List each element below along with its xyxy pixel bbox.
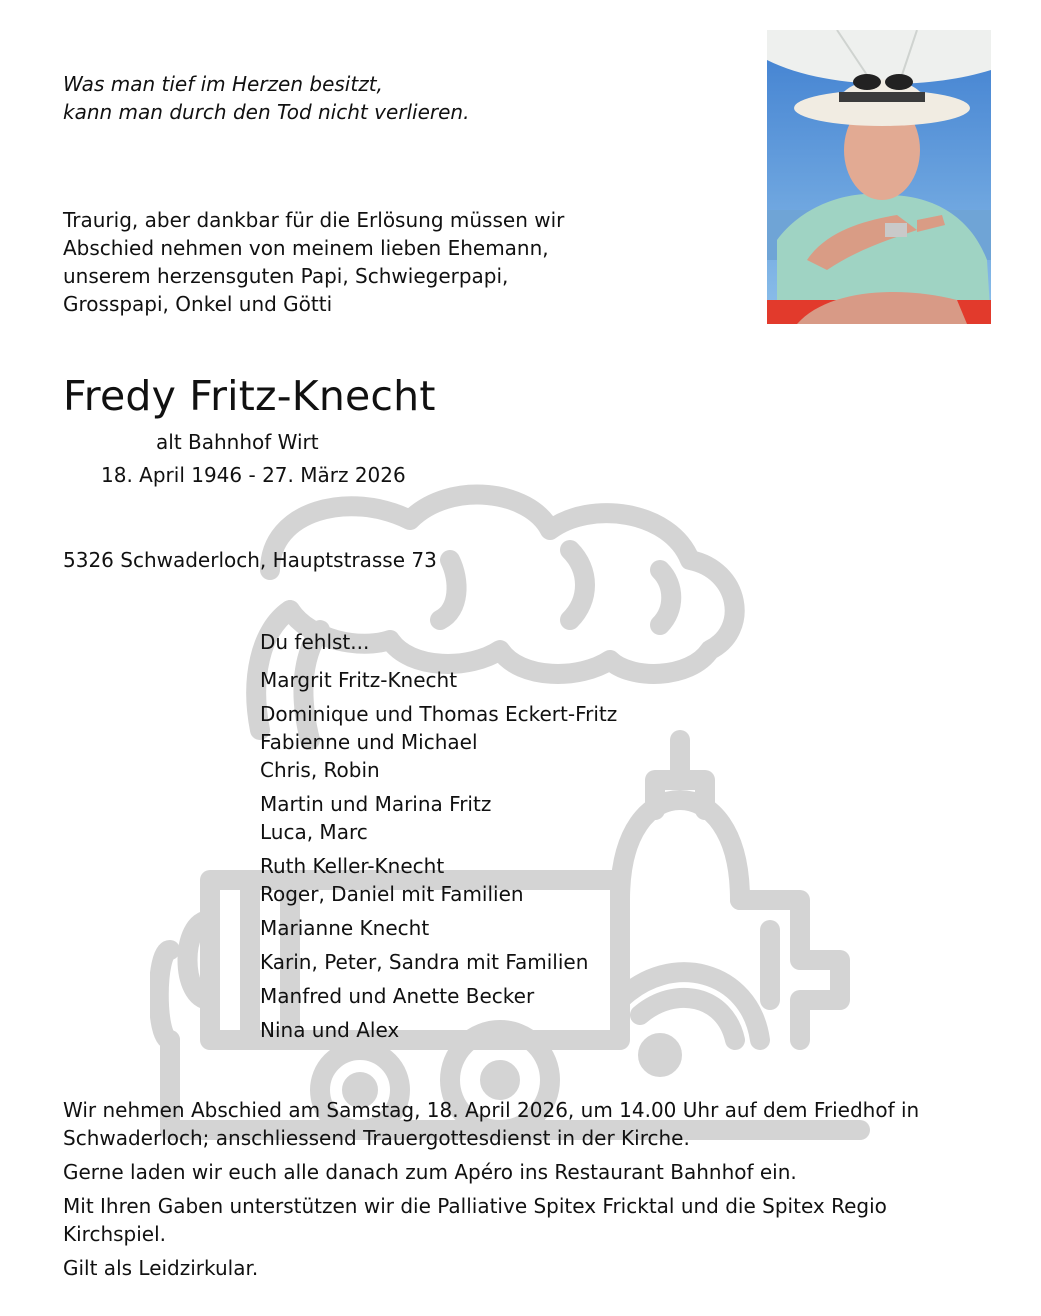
mourner-name: Marianne Knecht [260,916,430,940]
mourner-name: Ruth Keller-Knecht [260,854,445,878]
portrait-photo [767,30,991,324]
deceased-role: alt Bahnhof Wirt [156,430,319,454]
mourner-group [260,948,617,976]
apero-text: Gerne laden wir euch alle danach zum Apéro ins Restaurant Bahnhof ein. [63,1160,797,1184]
mourner-group [260,1016,617,1044]
intro-line: Traurig, aber dankbar für die Erlösung müssen wir [63,208,565,232]
mourners-heading: Du fehlst... [260,630,370,654]
mourner-group [260,700,617,784]
intro-line: Abschied nehmen von meinem lieben Ehemann, [63,236,549,260]
mourner-name: Chris, Robin [260,758,380,782]
mourner-name: Martin und Marina Fritz [260,792,492,816]
donation-text: Mit Ihren Gaben unterstützen wir die Palliative Spitex Fricktal und die Spitex Regio Kirchspiel. [63,1194,887,1246]
motto-quote [63,70,469,126]
circular-note: Gilt als Leidzirkular. [63,1256,259,1280]
mourner-name: Dominique und Thomas Eckert-Fritz [260,702,618,726]
mourner-name: Karin, Peter, Sandra mit Familien [260,950,589,974]
intro-line: unserem herzensguten Papi, Schwiegerpapi, [63,264,509,288]
ceremony-info [63,1096,993,1288]
mourner-name: Manfred und Anette Becker [260,984,535,1008]
intro-line: Grosspapi, Onkel und Götti [63,292,333,316]
mourner-group [260,790,617,846]
mourner-group [260,982,617,1010]
life-dates: 18. April 1946 - 27. März 2026 [101,463,406,487]
mourner-name: Roger, Daniel mit Familien [260,882,524,906]
mourners-list [260,628,617,1050]
mourner-name: Fabienne und Michael [260,730,478,754]
mourner-group [260,914,617,942]
deceased-name: Fredy Fritz-Knecht [63,372,436,420]
mourner-name: Margrit Fritz-Knecht [260,668,458,692]
mourner-group [260,666,617,694]
motto-line: kann man durch den Tod nicht verlieren. [63,100,470,124]
ceremony-text: Wir nehmen Abschied am Samstag, 18. April 2026, um 14.00 Uhr auf dem Friedhof in Schwaderloch; anschliessend Trauergottesdienst in der Kirche. [63,1098,920,1150]
address: 5326 Schwaderloch, Hauptstrasse 73 [63,548,437,572]
motto-line: Was man tief im Herzen besitzt, [63,72,383,96]
mourner-name: Nina und Alex [260,1018,400,1042]
intro-text [63,206,703,318]
mourner-name: Luca, Marc [260,820,368,844]
mourner-group [260,852,617,908]
